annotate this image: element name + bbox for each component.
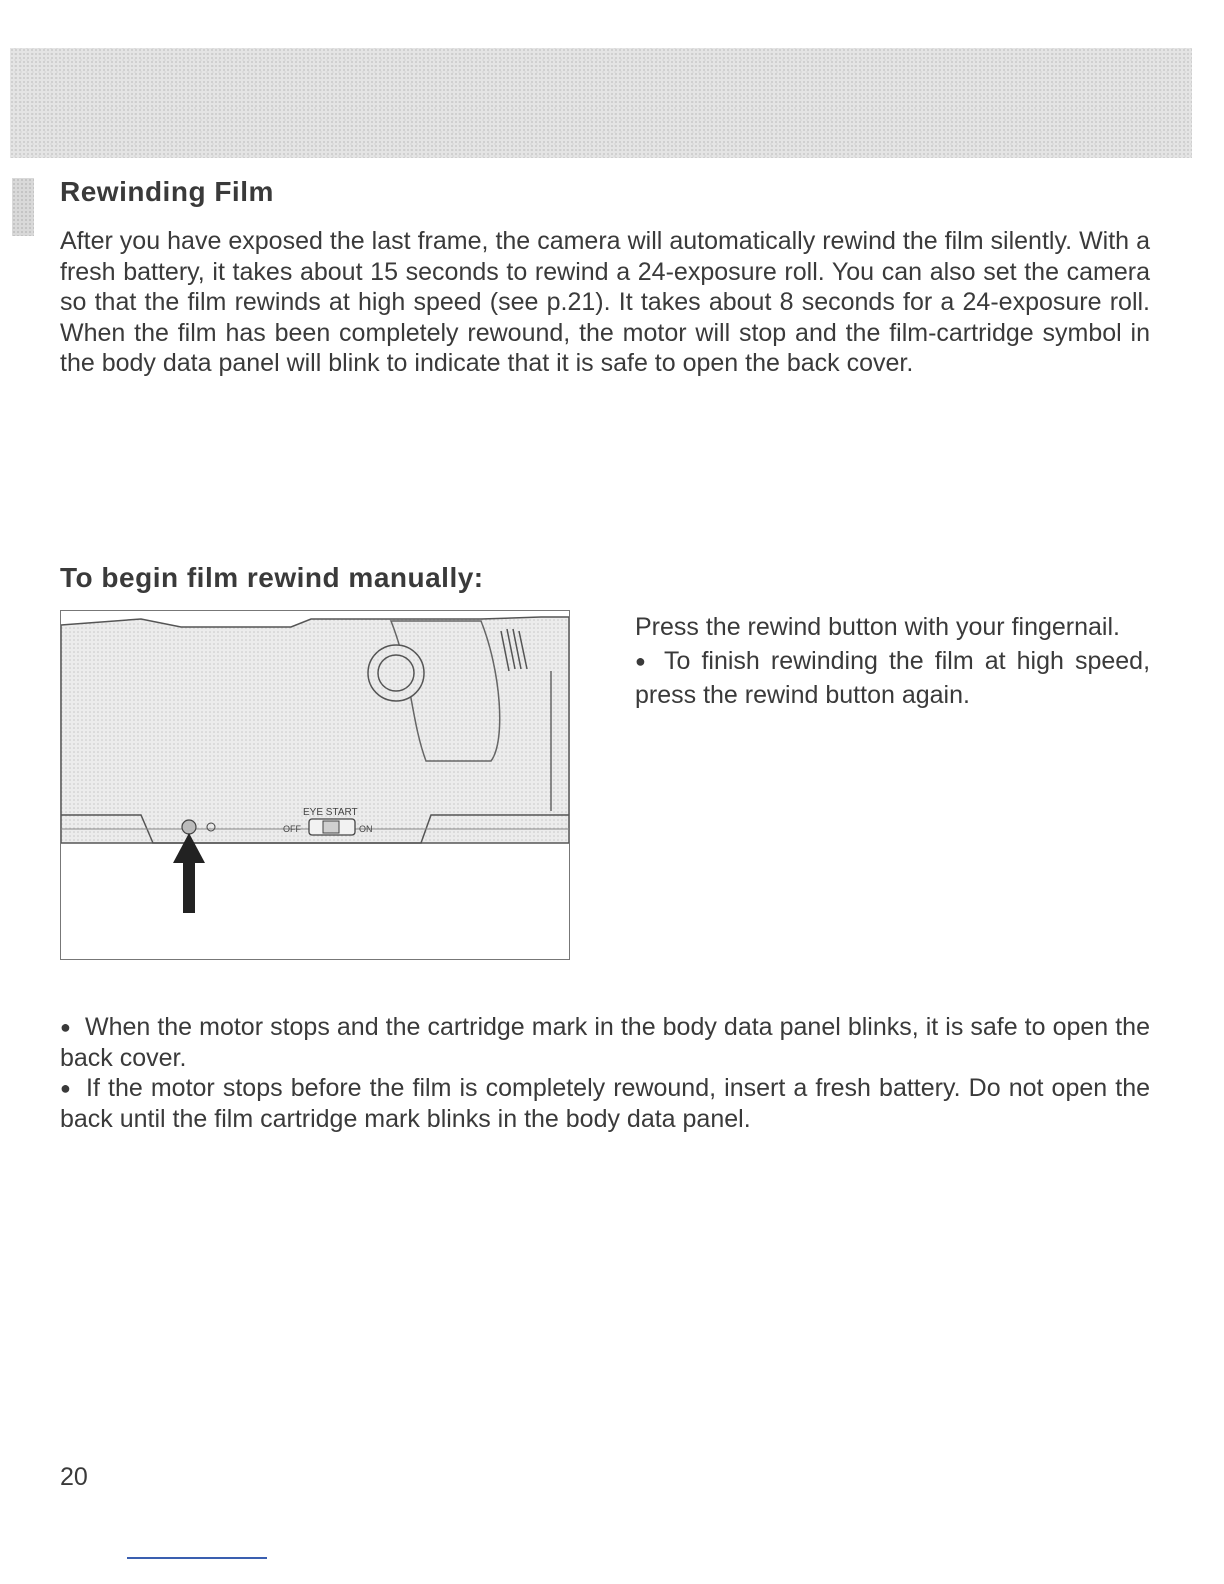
bullet-icon: ● <box>60 1017 71 1037</box>
manual-instructions <box>635 610 1150 712</box>
manual-rewind-title: To begin film rewind manually: <box>60 562 484 593</box>
notes-list <box>60 1012 1150 1134</box>
bullet-icon: ● <box>60 1078 73 1098</box>
header-band <box>10 48 1192 158</box>
note-text: If the motor stops before the film is completely rewound, insert a fresh battery. Do not open the back until the film cartridge mark blinks in the body data panel. <box>60 1074 1151 1133</box>
rewind-button <box>182 820 196 834</box>
page-number: 20 <box>60 1463 88 1491</box>
instruction-bullet-text: To finish rewinding the film at high speed, press the rewind button again. <box>635 647 1151 709</box>
instruction-bullet <box>635 644 1150 712</box>
dial-outer <box>368 645 424 701</box>
switch-on-label: ON <box>359 824 373 834</box>
intro-paragraph: After you have exposed the last frame, the camera will automatically rewind the film silently. With a fresh battery, it takes about 15 seconds to rewind a 24-exposure roll. You can also set the camera so that the film rewinds at high speed (see p.21). It takes about 8 seconds for a 24-exposure roll. When the film has been completely rewound, the motor will stop and the film-cartridge symbol in the body data panel will blink to indicate that it is safe to open the back cover. <box>60 227 1150 377</box>
eye-start-label: EYE START <box>303 807 358 818</box>
pointer-arrow-icon <box>173 833 205 913</box>
note-item <box>60 1012 1150 1073</box>
note-item <box>60 1073 1150 1134</box>
switch-off-label: OFF <box>283 824 301 834</box>
camera-illustration <box>60 610 570 960</box>
instruction-step: Press the rewind button with your fingernail. <box>635 613 1120 641</box>
bullet-icon: ● <box>635 651 650 671</box>
section-tab-marker <box>12 178 34 236</box>
footer-rule <box>127 1557 267 1559</box>
note-text: When the motor stops and the cartridge mark in the body data panel blinks, it is safe to open the back cover. <box>60 1013 1150 1072</box>
section-title: Rewinding Film <box>60 176 274 207</box>
